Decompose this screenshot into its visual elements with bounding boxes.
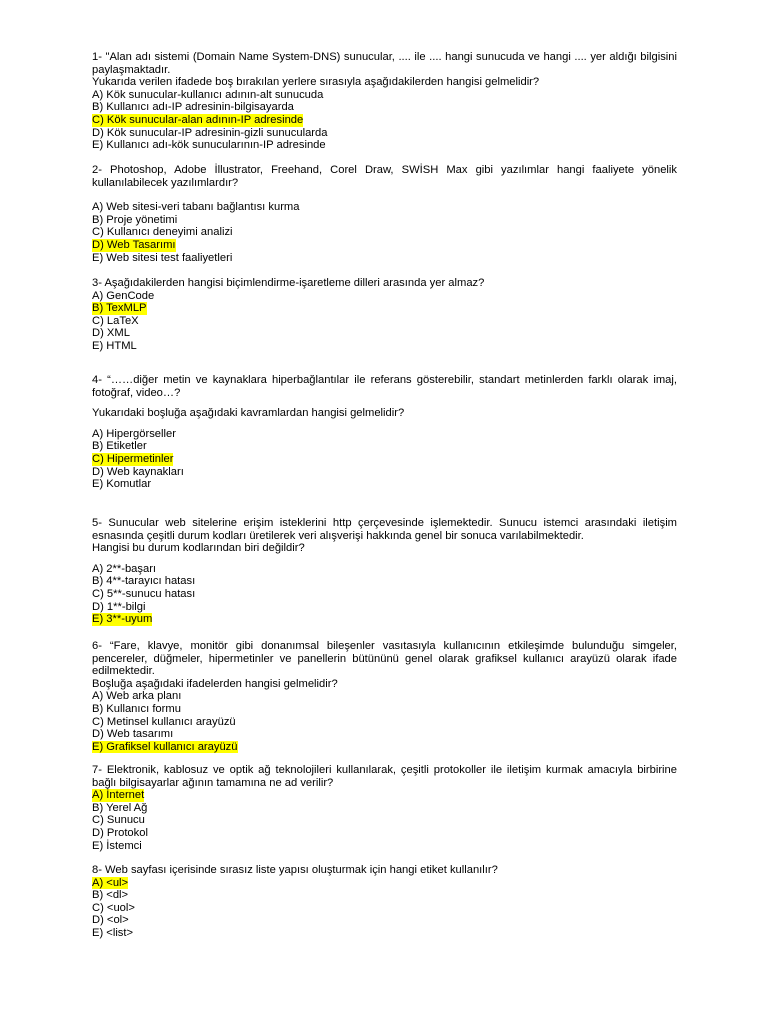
option-e: E) İstemci (92, 839, 142, 852)
question-3 (92, 277, 677, 353)
question-7 (92, 764, 677, 852)
option-e: E) HTML (92, 339, 137, 352)
option-d: D) Kök sunucular-IP adresinin-gizli sunucularda (92, 126, 328, 139)
option-b: B) Kullanıcı formu (92, 702, 181, 715)
question-stem: 3- Aşağıdakilerden hangisi biçimlendirme-işaretleme dilleri arasında yer almaz? (92, 277, 485, 289)
option-d: D) Web tasarımı (92, 728, 174, 741)
question-instruction: Yukarıda verilen ifadede boş bırakılan yerlere sırasıyla aşağıdakilerden hangisi gelmelidir? (92, 76, 540, 89)
option-c-highlighted: C) Hipermetinler (92, 452, 174, 465)
option-d: D) XML (92, 327, 130, 340)
option-d: D) 1**-bilgi (92, 600, 146, 613)
option-d: D) Protokol (92, 826, 148, 839)
option-e: E) Web sitesi test faaliyetleri (92, 251, 233, 264)
question-stem: 1- "Alan adı sistemi (Domain Name System-DNS) sunucular, .... ile .... hangi sunucuda ve hangi .... yer aldığı bilgisini paylaşmaktadır. (92, 51, 677, 76)
question-instruction: Hangisi bu durum kodlarından biri değildir? (92, 542, 305, 555)
option-c: C) <uol> (92, 901, 135, 914)
option-b-highlighted: B) TexMLP (92, 302, 147, 315)
question-stem: 7- Elektronik, kablosuz ve optik ağ teknolojileri kullanılarak, çeşitli protokoller ile iletişim kurmak amacıyla birbirine bağlı bilgisayarlar ağının tamamına ne ad verilir? (92, 764, 677, 789)
question-stem: 6- “Fare, klavye, monitör gibi donanımsal bileşenler vasıtasıyla kullanıcının etkileşimde bulunduğu simgeler, pencereler, düğmeler, hipermetinler ve panellerin bütününü genel olarak grafiksel kullanıcı arayüzü olarak ifade edilmektedir. (92, 640, 677, 678)
question-8 (92, 864, 677, 940)
option-b: B) Kullanıcı adı-IP adresinin-bilgisayarda (92, 101, 294, 114)
option-d-highlighted: D) Web Tasarımı (92, 238, 176, 251)
question-instruction: Yukarıdaki boşluğa aşağıdaki kavramlardan hangisi gelmelidir? (92, 407, 405, 420)
option-d: D) Web kaynakları (92, 465, 184, 478)
question-4 (92, 374, 677, 491)
option-b: B) Etiketler (92, 440, 147, 453)
option-a: A) GenCode (92, 289, 155, 302)
option-e: E) Kullanıcı adı-kök sunucularının-IP adresinde (92, 139, 326, 152)
question-stem: 5- Sunucular web sitelerine erişim isteklerini http çerçevesinde işlemektedir. Sunucu istemci arasındaki iletişim esnasında çeşitli durum kodları üretilerek veri alışverişi hakkında genel bir sonuca varılabilmektedir. (92, 517, 677, 542)
question-stem: 4- “……diğer metin ve kaynaklara hiperbağlantılar ile referans gösterebilir, standart metinlerden farklı olarak imaj, fotoğraf, video…? (92, 374, 677, 399)
question-stem: 8- Web sayfası içerisinde sırasız liste yapısı oluşturmak için hangi etiket kullanılır? (92, 864, 498, 876)
option-a: A) Web sitesi-veri tabanı bağlantısı kurma (92, 201, 300, 214)
option-e-highlighted: E) Grafiksel kullanıcı arayüzü (92, 740, 238, 753)
option-b: B) 4**-tarayıcı hatası (92, 575, 196, 588)
option-b: B) Yerel Ağ (92, 801, 148, 814)
question-2 (92, 164, 677, 264)
option-b: B) Proje yönetimi (92, 213, 178, 226)
question-5 (92, 517, 677, 626)
question-1 (92, 51, 677, 152)
option-a-highlighted: A) <ul> (92, 876, 129, 889)
option-c: C) 5**-sunucu hatası (92, 587, 196, 600)
option-c: C) Kullanıcı deneyimi analizi (92, 226, 233, 239)
option-c: C) LaTeX (92, 314, 139, 327)
question-instruction: Boşluğa aşağıdaki ifadelerden hangisi gelmelidir? (92, 677, 338, 690)
option-a: A) 2**-başarı (92, 562, 157, 575)
option-c: C) Metinsel kullanıcı arayüzü (92, 715, 236, 728)
option-e-highlighted: E) 3**-uyum (92, 613, 153, 626)
option-c: C) Sunucu (92, 814, 145, 827)
option-a: A) Kök sunucular-kullanıcı adının-alt sunucuda (92, 88, 324, 101)
option-a: A) Web arka planı (92, 690, 182, 703)
option-a-highlighted: A) İnternet (92, 789, 145, 802)
option-b: B) <dl> (92, 889, 129, 902)
option-e: E) <list> (92, 926, 134, 939)
question-stem: 2- Photoshop, Adobe İllustrator, Freehand, Corel Draw, SWİSH Max gibi yazılımlar hangi faaliyete yönelik kullanılabilecek yazılımlardır? (92, 164, 677, 189)
option-e: E) Komutlar (92, 478, 152, 491)
option-a: A) Hipergörseller (92, 427, 176, 440)
option-d: D) <ol> (92, 914, 129, 927)
option-c-highlighted: C) Kök sunucular-alan adının-IP adresinde (92, 113, 304, 126)
question-6 (92, 640, 677, 753)
